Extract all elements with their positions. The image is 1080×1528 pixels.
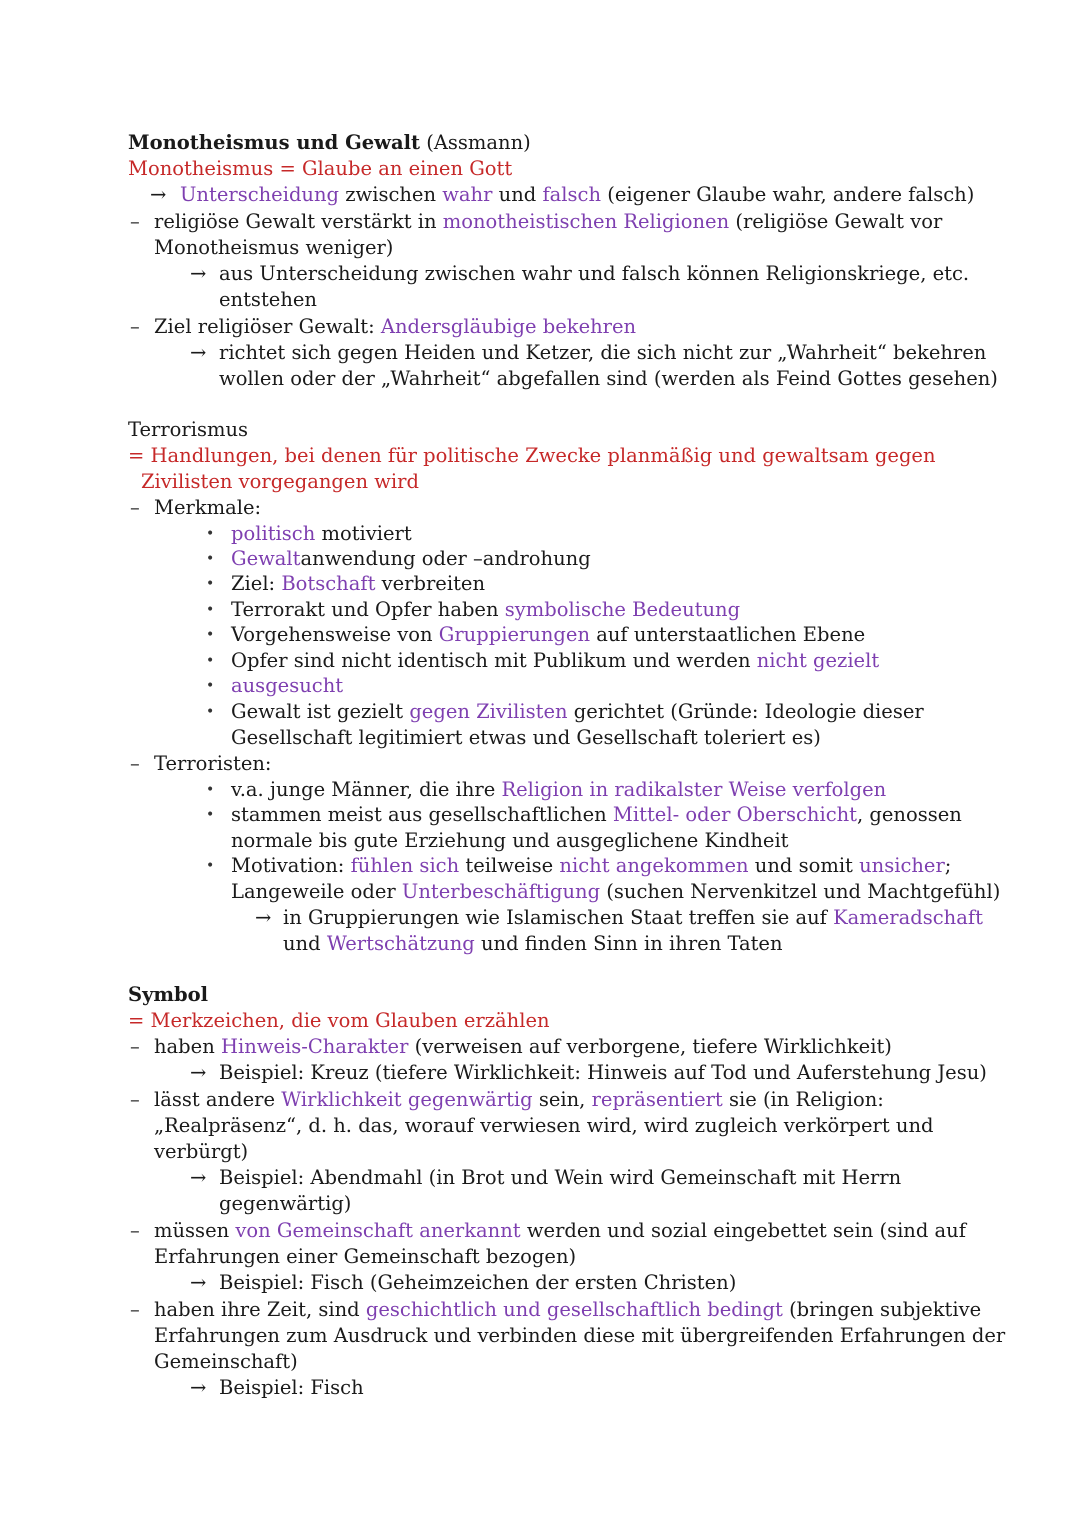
text: Ziel religiöser Gewalt: bbox=[154, 315, 381, 338]
note-line: Gemeinschaft) bbox=[154, 1350, 298, 1373]
dash-bullet-icon: – bbox=[130, 210, 140, 233]
section-author: (Assmann) bbox=[426, 131, 531, 154]
note-line: Beispiel: Abendmahl (in Brot und Wein wird Gemeinschaft mit Herrn bbox=[219, 1166, 902, 1189]
text: Gewalt ist gezielt bbox=[231, 700, 410, 723]
text: Opfer sind nicht identisch mit Publikum und werden bbox=[231, 649, 757, 672]
list-item bbox=[231, 648, 879, 674]
dot-bullet-icon: • bbox=[206, 782, 215, 798]
list-item bbox=[231, 622, 865, 648]
right-arrow-icon: → bbox=[190, 1271, 207, 1294]
note-line: entstehen bbox=[219, 288, 317, 311]
highlight: Gruppierungen bbox=[438, 623, 591, 646]
text: zwischen bbox=[339, 183, 443, 206]
text: v.a. junge Männer, die ihre bbox=[231, 778, 502, 801]
note-line: aus Unterscheidung zwischen wahr und falsch können Religionskriege, etc. bbox=[219, 262, 970, 285]
list-item bbox=[231, 853, 951, 879]
highlight: falsch bbox=[542, 183, 602, 206]
highlight: Hinweis-Charakter bbox=[220, 1035, 409, 1058]
note-line: Beispiel: Kreuz (tiefere Wirklichkeit: Hinweis auf Tod und Auferstehung Jesu) bbox=[219, 1061, 987, 1084]
text: auf unterstaatlichen Ebene bbox=[590, 623, 866, 646]
highlight: Andersgläubige bekehren bbox=[380, 315, 637, 338]
list-item: Gesellschaft legitimiert etwas und Gesellschaft toleriert es) bbox=[231, 726, 821, 749]
note-line bbox=[154, 1087, 884, 1113]
note-line: Erfahrungen zum Ausdruck und verbinden diese mit übergreifenden Erfahrungen der bbox=[154, 1324, 1006, 1347]
note-line: gegenwärtig) bbox=[219, 1192, 352, 1215]
highlight: Unterscheidung bbox=[180, 183, 340, 206]
highlight: wahr bbox=[442, 183, 493, 206]
note-line: wollen oder der „Wahrheit“ abgefallen sind (werden als Feind Gottes gesehen) bbox=[219, 367, 998, 390]
highlight: geschichtlich und gesellschaftlich bedingt bbox=[365, 1298, 783, 1321]
text: Motivation: bbox=[231, 854, 351, 877]
note-line: verbürgt) bbox=[154, 1140, 249, 1163]
definition: Monotheismus = Glaube an einen Gott bbox=[128, 157, 513, 180]
note-line: richtet sich gegen Heiden und Ketzer, die sich nicht zur „Wahrheit“ bekehren bbox=[219, 341, 987, 364]
text: müssen bbox=[154, 1219, 236, 1242]
highlight: nicht angekommen bbox=[559, 854, 749, 877]
dot-bullet-icon: • bbox=[206, 551, 215, 567]
right-arrow-icon: → bbox=[190, 1166, 207, 1189]
right-arrow-icon: → bbox=[190, 262, 207, 285]
text: (eigener Glaube wahr, andere falsch) bbox=[601, 183, 975, 206]
list-item bbox=[231, 777, 886, 803]
list-item bbox=[231, 546, 591, 572]
highlight: Unterbeschäftigung bbox=[401, 880, 601, 903]
highlight: fühlen sich bbox=[350, 854, 460, 877]
text: und finden Sinn in ihren Taten bbox=[474, 932, 783, 955]
list-item bbox=[231, 699, 924, 725]
dash-bullet-icon: – bbox=[130, 1088, 140, 1111]
note-line: Erfahrungen einer Gemeinschaft bezogen) bbox=[154, 1245, 577, 1268]
text: Langeweile oder bbox=[231, 880, 402, 903]
highlight: nicht gezielt bbox=[756, 649, 880, 672]
text: (verweisen auf verborgene, tiefere Wirklichkeit) bbox=[408, 1035, 892, 1058]
note-line bbox=[154, 1297, 981, 1323]
highlight: Gewalt bbox=[231, 547, 301, 570]
text: in Gruppierungen wie Islamischen Staat treffen sie auf bbox=[283, 906, 834, 929]
highlight: symbolische Bedeutung bbox=[504, 598, 741, 621]
note-line bbox=[154, 209, 942, 235]
highlight: unsicher bbox=[859, 854, 945, 877]
text: anwendung oder –androhung bbox=[300, 547, 591, 570]
section-title: Symbol bbox=[128, 983, 209, 1006]
list-item bbox=[231, 802, 962, 828]
text: haben ihre Zeit, sind bbox=[154, 1298, 366, 1321]
dot-bullet-icon: • bbox=[206, 526, 215, 542]
right-arrow-icon: → bbox=[190, 1061, 207, 1084]
list-item bbox=[231, 521, 412, 547]
definition: Zivilisten vorgegangen wird bbox=[141, 470, 419, 493]
dot-bullet-icon: • bbox=[206, 807, 215, 823]
list-item bbox=[231, 571, 485, 597]
dash-bullet-icon: – bbox=[130, 315, 140, 338]
dash-bullet-icon: – bbox=[130, 1219, 140, 1242]
text: gerichtet (Gründe: Ideologie dieser bbox=[567, 700, 924, 723]
dash-bullet-icon: – bbox=[130, 1298, 140, 1321]
note-line bbox=[154, 1034, 892, 1060]
list-item bbox=[283, 931, 783, 957]
text: (suchen Nervenkitzel und Machtgefühl) bbox=[600, 880, 1001, 903]
text: teilweise bbox=[459, 854, 560, 877]
highlight: von Gemeinschaft anerkannt bbox=[235, 1219, 521, 1242]
definition: = Merkzeichen, die vom Glauben erzählen bbox=[128, 1009, 550, 1032]
text: und somit bbox=[748, 854, 860, 877]
list-item bbox=[231, 597, 740, 623]
note-line bbox=[154, 314, 636, 340]
dash-bullet-icon: – bbox=[130, 752, 140, 775]
note-line: Beispiel: Fisch bbox=[219, 1376, 364, 1399]
dash-bullet-icon: – bbox=[130, 1035, 140, 1058]
text: ; bbox=[944, 854, 952, 877]
highlight: Kameradschaft bbox=[833, 906, 983, 929]
highlight: repräsentiert bbox=[591, 1088, 723, 1111]
highlight: Religion in radikalster Weise verfolgen bbox=[501, 778, 887, 801]
list-item bbox=[283, 905, 983, 931]
text: sein, bbox=[532, 1088, 592, 1111]
dot-bullet-icon: • bbox=[206, 653, 215, 669]
right-arrow-icon: → bbox=[190, 341, 207, 364]
text: (bringen subjektive bbox=[782, 1298, 982, 1321]
right-arrow-icon: → bbox=[190, 1376, 207, 1399]
note-line bbox=[154, 1218, 966, 1244]
dash-bullet-icon: – bbox=[130, 496, 140, 519]
text: Ziel: bbox=[231, 572, 282, 595]
text: lässt andere bbox=[154, 1088, 282, 1111]
text: und bbox=[492, 183, 543, 206]
text: werden und sozial eingebettet sein (sind auf bbox=[520, 1219, 966, 1242]
list-item bbox=[231, 879, 1000, 905]
dot-bullet-icon: • bbox=[206, 858, 215, 874]
note-line bbox=[180, 182, 974, 208]
highlight: politisch bbox=[231, 522, 316, 545]
highlight: Mittel- oder Oberschicht bbox=[612, 803, 858, 826]
list-item: ausgesucht bbox=[231, 674, 344, 697]
text: motiviert bbox=[315, 522, 412, 545]
dot-bullet-icon: • bbox=[206, 602, 215, 618]
text: , genossen bbox=[857, 803, 962, 826]
text: und bbox=[283, 932, 327, 955]
section-heading bbox=[128, 130, 531, 156]
list-label: Terroristen: bbox=[154, 752, 272, 775]
text: (religiöse Gewalt vor bbox=[729, 210, 943, 233]
text: haben bbox=[154, 1035, 221, 1058]
note-line: Monotheismus weniger) bbox=[154, 236, 394, 259]
highlight: gegen Zivilisten bbox=[409, 700, 568, 723]
highlight: monotheistischen Religionen bbox=[442, 210, 730, 233]
note-line: Beispiel: Fisch (Geheimzeichen der ersten Christen) bbox=[219, 1271, 737, 1294]
highlight: Wertschätzung bbox=[326, 932, 475, 955]
list-item: normale bis gute Erziehung und ausgeglichene Kindheit bbox=[231, 829, 789, 852]
text: Vorgehensweise von bbox=[231, 623, 439, 646]
text: stammen meist aus gesellschaftlichen bbox=[231, 803, 613, 826]
list-label: Merkmale: bbox=[154, 496, 262, 519]
text: Terrorakt und Opfer haben bbox=[231, 598, 505, 621]
definition: = Handlungen, bei denen für politische Zwecke planmäßig und gewaltsam gegen bbox=[128, 444, 936, 467]
right-arrow-icon: → bbox=[150, 183, 167, 206]
dot-bullet-icon: • bbox=[206, 576, 215, 592]
section-title: Terrorismus bbox=[128, 418, 249, 441]
highlight: Wirklichkeit gegenwärtig bbox=[281, 1088, 533, 1111]
right-arrow-icon: → bbox=[255, 906, 272, 929]
text: religiöse Gewalt verstärkt in bbox=[154, 210, 443, 233]
dot-bullet-icon: • bbox=[206, 704, 215, 720]
dot-bullet-icon: • bbox=[206, 627, 215, 643]
note-line: „Realpräsenz“, d. h. das, worauf verwiesen wird, wird zugleich verkörpert und bbox=[154, 1114, 934, 1137]
text: sie (in Religion: bbox=[722, 1088, 884, 1111]
highlight: Botschaft bbox=[281, 572, 376, 595]
text: verbreiten bbox=[375, 572, 486, 595]
section-title: Monotheismus und Gewalt bbox=[128, 131, 421, 154]
dot-bullet-icon: • bbox=[206, 678, 215, 694]
